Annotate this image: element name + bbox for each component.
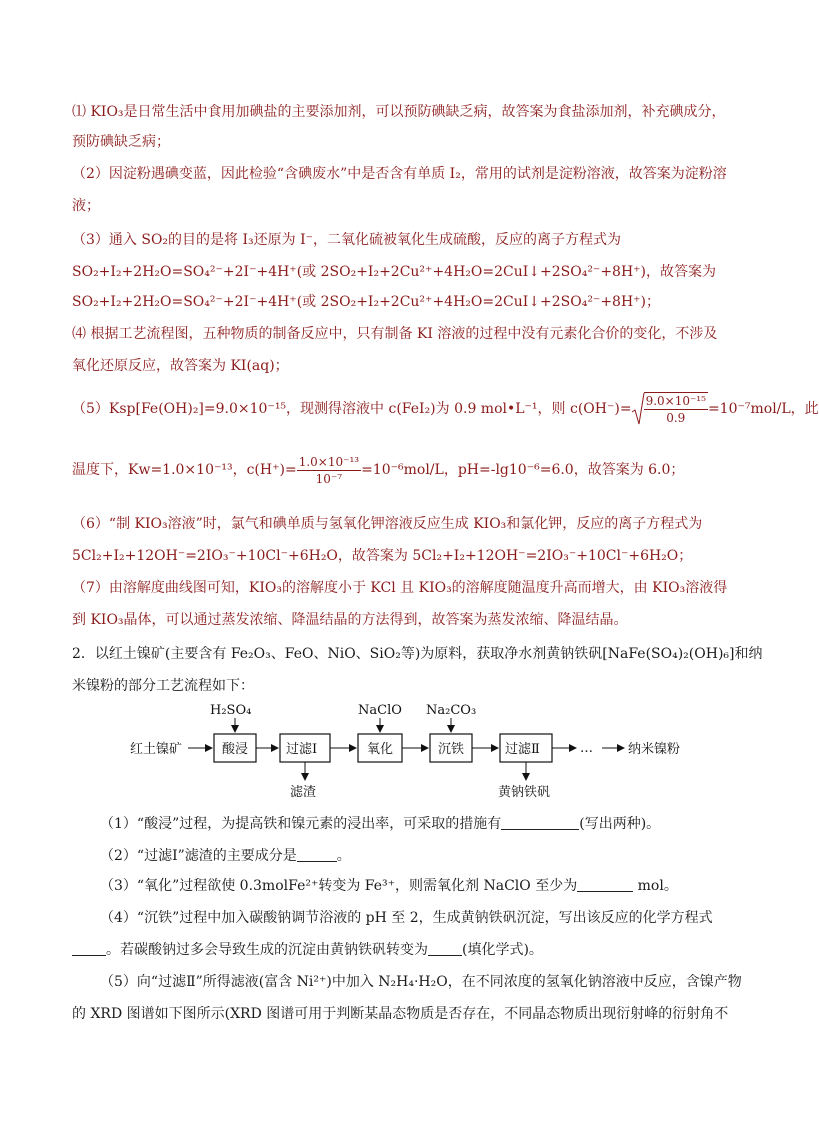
- answer-blank-5[interactable]: [428, 941, 462, 956]
- flow-step-precipitate-iron: 沉铁: [438, 742, 465, 757]
- question-2-line-2: 米镍粉的部分工艺流程如下：: [72, 678, 254, 694]
- h-fraction-numerator: 1.0×10⁻¹³: [298, 454, 360, 469]
- answer-blank-2[interactable]: [297, 847, 337, 862]
- flow-step-filter-2: 过滤Ⅱ: [505, 742, 540, 757]
- flow-end-label: 纳米镍粉: [628, 742, 681, 757]
- answer-5-line-2: [72, 452, 726, 488]
- sqrt-numerator: 9.0×10⁻¹⁵: [645, 394, 706, 408]
- answer-7-line-2: 到 KIO₃晶体，可以通过蒸发浓缩、降温结晶的方法得到，故答案为蒸发浓缩、降温结晶。: [72, 612, 628, 628]
- answer-5-suffix: =10⁻⁷mol/L，此: [707, 401, 819, 417]
- subquestion-2-suffix: 。: [336, 848, 351, 864]
- subquestion-2-text: （2）“过滤Ⅰ”滤渣的主要成分是: [100, 848, 297, 864]
- h-fraction-denominator: 10⁻⁷: [315, 471, 343, 486]
- answer-4-line-1: ⑷ 根据工艺流程图，五种物质的制备反应中，只有制备 KI 溶液的过程中没有元素化合价的变化，不涉及: [72, 326, 718, 342]
- answer-blank-4[interactable]: [72, 941, 106, 956]
- answer-5-line-1: [72, 392, 819, 426]
- h-fraction: [297, 454, 361, 487]
- subquestion-1-suffix: (写出两种)。: [579, 816, 661, 832]
- question-2-line-1: 2．以红土镍矿(主要含有 Fe₂O₃、FeO、NiO、SiO₂等)为原料，获取净水剂黄钠铁矾[NaFe(SO₄)₂(OH)₆]和纳: [72, 646, 763, 662]
- answer-2-line-1: （2）因淀粉遇碘变蓝，因此检验“含碘废水”中是否含有单质 I₂，常用的试剂是淀粉溶液，故答案为淀粉溶: [72, 166, 727, 182]
- answer-blank-1[interactable]: [501, 815, 579, 830]
- flow-output-jarosite: 黄钠铁矾: [498, 785, 551, 800]
- answer-3-line-2: SO₂+I₂+2H₂O=SO₄²⁻+2I⁻+4H⁺(或 2SO₂+I₂+2Cu²⁺+4H₂O=2CuI↓+2SO₄²⁻+8H⁺)，故答案为: [72, 264, 717, 280]
- flow-step-acid-leach: 酸浸: [222, 742, 249, 757]
- sqrt-icon: [632, 392, 644, 426]
- flow-step-filter-1: 过滤Ⅰ: [286, 742, 318, 757]
- sqrt-expression: [632, 392, 708, 426]
- answer-1-line-1: ⑴ KIO₃是日常生活中食用加碘盐的主要添加剂，可以预防碘缺乏病，故答案为食盐添加剂，补充碘成分，: [72, 104, 726, 120]
- sqrt-fraction: [644, 392, 708, 426]
- subquestion-5-line-1: （5）向“过滤Ⅱ”所得滤液(富含 Ni²⁺)中加入 N₂H₄·H₂O，在不同浓度的氢氧化钠溶液中反应，含镍产物: [100, 974, 742, 990]
- answer-5-line-2-prefix: 温度下，Kw=1.0×10⁻¹³，c(H⁺)=: [72, 462, 297, 478]
- answer-3-line-1: （3）通入 SO₂的目的是将 I₃还原为 I⁻，二氧化硫被氧化生成硫酸，反应的离子方程式为: [72, 232, 621, 248]
- flow-input-na2co3: Na₂CO₃: [426, 703, 477, 718]
- subquestion-4-mid: 。若碳酸钠过多会导致生成的沉淀由黄钠铁矾转变为: [106, 942, 428, 958]
- subquestion-4-suffix: (填化学式)。: [462, 942, 543, 958]
- flow-start-label: 红土镍矿: [130, 742, 183, 757]
- answer-3-line-3: SO₂+I₂+2H₂O=SO₄²⁻+2I⁻+4H⁺(或 2SO₂+I₂+2Cu²⁺+4H₂O=2CuI↓+2SO₄²⁻+8H⁺)；: [72, 294, 661, 310]
- answer-5-line-2-suffix: =10⁻⁶mol/L，pH=-lg10⁻⁶=6.0，故答案为 6.0；: [361, 462, 685, 478]
- subquestion-5-line-2: 的 XRD 图谱如下图所示(XRD 图谱可用于判断某晶态物质是否存在，不同晶态物质出现衍射峰的衍射角不: [72, 1006, 729, 1022]
- flow-output-residue: 滤渣: [290, 785, 317, 800]
- process-flowchart: [130, 700, 690, 810]
- subquestion-1-text: （1）“酸浸”过程，为提高铁和镍元素的浸出率，可采取的措施有: [100, 816, 502, 832]
- subquestion-1: [100, 814, 726, 834]
- sqrt-denominator: 0.9: [666, 411, 686, 425]
- answer-1-line-2: 预防碘缺乏病；: [72, 134, 170, 150]
- answer-4-line-2: 氧化还原反应，故答案为 KI(aq)；: [72, 358, 289, 374]
- subquestion-4-line-1: （4）“沉铁”过程中加入碳酸钠调节浴液的 pH 至 2，生成黄钠铁矾沉淀，写出该反应的化学方程式: [100, 910, 713, 926]
- subquestion-2: [100, 846, 726, 866]
- answer-6-line-2: 5Cl₂+I₂+12OH⁻=2IO₃⁻+10Cl⁻+6H₂O，故答案为 5Cl₂+I₂+12OH⁻=2IO₃⁻+10Cl⁻+6H₂O；: [72, 548, 693, 564]
- answer-5-prefix: （5）Ksp[Fe(OH)₂]=9.0×10⁻¹⁵，现测得溶液中 c(FeI₂)为 0.9 mol•L⁻¹，则 c(OH⁻)=: [72, 401, 632, 417]
- subquestion-3-text: （3）“氧化”过程欲使 0.3molFe²⁺转变为 Fe³⁺，则需氧化剂 NaClO 至少为: [100, 878, 578, 894]
- subquestion-3: [100, 876, 726, 896]
- answer-6-line-1: （6）“制 KIO₃溶液”时，氯气和碘单质与氢氧化钾溶液反应生成 KIO₃和氯化钾，反应的离子方程式为: [72, 516, 703, 532]
- flow-step-oxidize: 氧化: [367, 742, 394, 757]
- flow-dots: …: [580, 741, 593, 756]
- flow-input-naclo: NaClO: [358, 703, 402, 718]
- answer-blank-3[interactable]: [577, 877, 633, 892]
- subquestion-4-line-2: [72, 940, 726, 960]
- flow-input-h2so4: H₂SO₄: [210, 703, 252, 718]
- answer-2-line-2: 液；: [72, 198, 100, 214]
- subquestion-3-suffix: mol。: [633, 878, 678, 894]
- answer-7-line-1: （7）由溶解度曲线图可知，KIO₃的溶解度小于 KCl 且 KIO₃的溶解度随温度升高而增大，由 KIO₃溶液得: [72, 580, 728, 596]
